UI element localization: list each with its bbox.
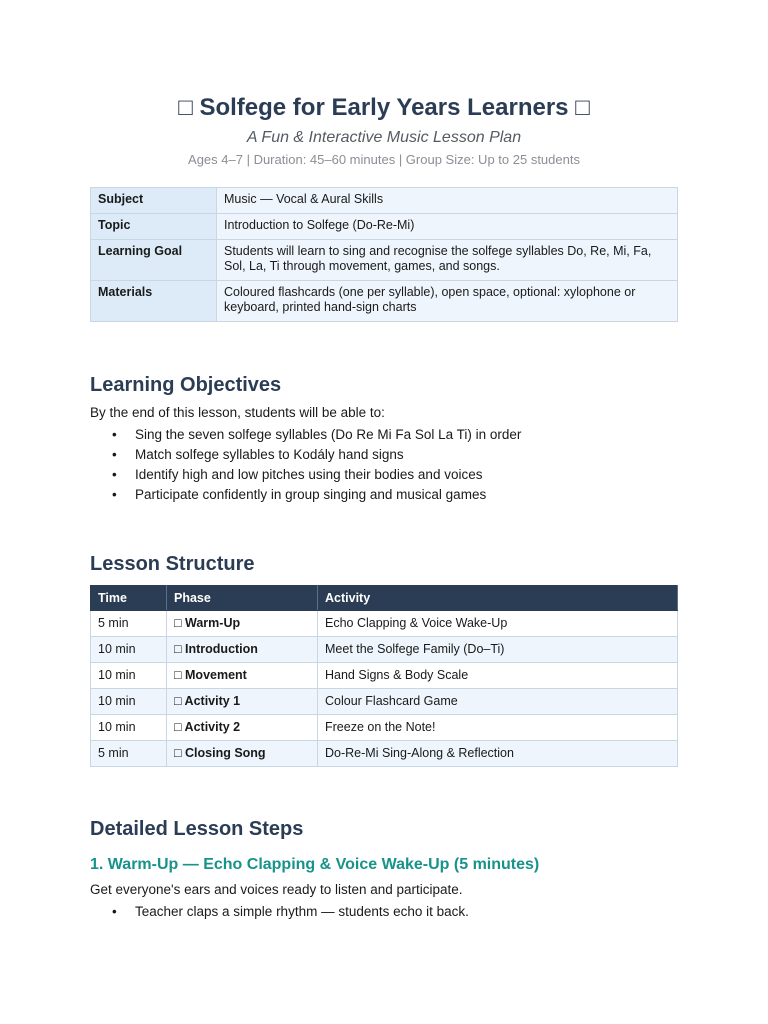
table-row xyxy=(91,637,678,663)
step1-heading: 1. Warm-Up — Echo Clapping & Voice Wake-Up (5 minutes) xyxy=(90,856,540,873)
list-item-text: Match solfege syllables to Kodály hand signs xyxy=(135,447,404,462)
bullet-icon: • xyxy=(112,487,117,502)
objectives-intro: By the end of this lesson, students will be able to: xyxy=(90,405,385,420)
objectives-list xyxy=(90,425,521,505)
table-row xyxy=(91,741,678,767)
phase-cell: □ Closing Song xyxy=(167,741,318,767)
step1-list xyxy=(90,902,469,922)
bullet-icon: • xyxy=(112,447,117,462)
bullet-icon: • xyxy=(112,904,117,919)
column-header-phase: Phase xyxy=(167,586,318,611)
info-row xyxy=(91,240,678,281)
activity-cell: Meet the Solfege Family (Do–Ti) xyxy=(318,637,678,663)
info-value: Coloured flashcards (one per syllable), open space, optional: xylophone or keyboard, printed hand-sign charts xyxy=(217,281,678,322)
time-cell: 5 min xyxy=(91,611,167,637)
bullet-icon: • xyxy=(112,427,117,442)
lesson-structure-table xyxy=(90,585,678,767)
activity-cell: Hand Signs & Body Scale xyxy=(318,663,678,689)
list-item-text: Teacher claps a simple rhythm — students echo it back. xyxy=(135,904,469,919)
phase-cell: □ Movement xyxy=(167,663,318,689)
info-label: Subject xyxy=(91,188,217,214)
column-header-activity: Activity xyxy=(318,586,678,611)
info-row xyxy=(91,281,678,322)
list-item-text: Participate confidently in group singing and musical games xyxy=(135,487,487,502)
phase-cell: □ Activity 1 xyxy=(167,689,318,715)
info-value: Introduction to Solfege (Do-Re-Mi) xyxy=(217,214,678,240)
info-label: Learning Goal xyxy=(91,240,217,281)
time-cell: 5 min xyxy=(91,741,167,767)
table-row xyxy=(91,663,678,689)
step1-intro: Get everyone's ears and voices ready to listen and participate. xyxy=(90,882,463,897)
time-cell: 10 min xyxy=(91,715,167,741)
list-item xyxy=(90,902,469,922)
structure-heading: Lesson Structure xyxy=(90,553,255,575)
page-title: □ Solfege for Early Years Learners □ xyxy=(178,94,590,121)
objectives-heading: Learning Objectives xyxy=(90,374,282,396)
info-value: Music — Vocal & Aural Skills xyxy=(217,188,678,214)
activity-cell: Do-Re-Mi Sing-Along & Reflection xyxy=(318,741,678,767)
list-item-text: Identify high and low pitches using their bodies and voices xyxy=(135,467,483,482)
table-row xyxy=(91,611,678,637)
activity-cell: Echo Clapping & Voice Wake-Up xyxy=(318,611,678,637)
page-subtitle: A Fun & Interactive Music Lesson Plan xyxy=(246,129,522,146)
activity-cell: Colour Flashcard Game xyxy=(318,689,678,715)
phase-cell: □ Activity 2 xyxy=(167,715,318,741)
activity-cell: Freeze on the Note! xyxy=(318,715,678,741)
list-item-text: Sing the seven solfege syllables (Do Re Mi Fa Sol La Ti) in order xyxy=(135,427,522,442)
info-label: Materials xyxy=(91,281,217,322)
info-label: Topic xyxy=(91,214,217,240)
info-value: Students will learn to sing and recognise the solfege syllables Do, Re, Mi, Fa, Sol, La, Ti through movement, games, and songs. xyxy=(217,240,678,281)
time-cell: 10 min xyxy=(91,637,167,663)
bullet-icon: • xyxy=(112,467,117,482)
table-row xyxy=(91,715,678,741)
list-item xyxy=(90,425,521,445)
list-item xyxy=(90,445,521,465)
phase-cell: □ Introduction xyxy=(167,637,318,663)
phase-cell: □ Warm-Up xyxy=(167,611,318,637)
lesson-info-table xyxy=(90,187,678,322)
info-row xyxy=(91,188,678,214)
info-row xyxy=(91,214,678,240)
time-cell: 10 min xyxy=(91,663,167,689)
lesson-meta: Ages 4–7 | Duration: 45–60 minutes | Group Size: Up to 25 students xyxy=(188,152,580,167)
table-header-row xyxy=(91,586,678,611)
time-cell: 10 min xyxy=(91,689,167,715)
details-heading: Detailed Lesson Steps xyxy=(90,818,304,840)
column-header-time: Time xyxy=(91,586,167,611)
table-row xyxy=(91,689,678,715)
list-item xyxy=(90,485,521,505)
list-item xyxy=(90,465,521,485)
